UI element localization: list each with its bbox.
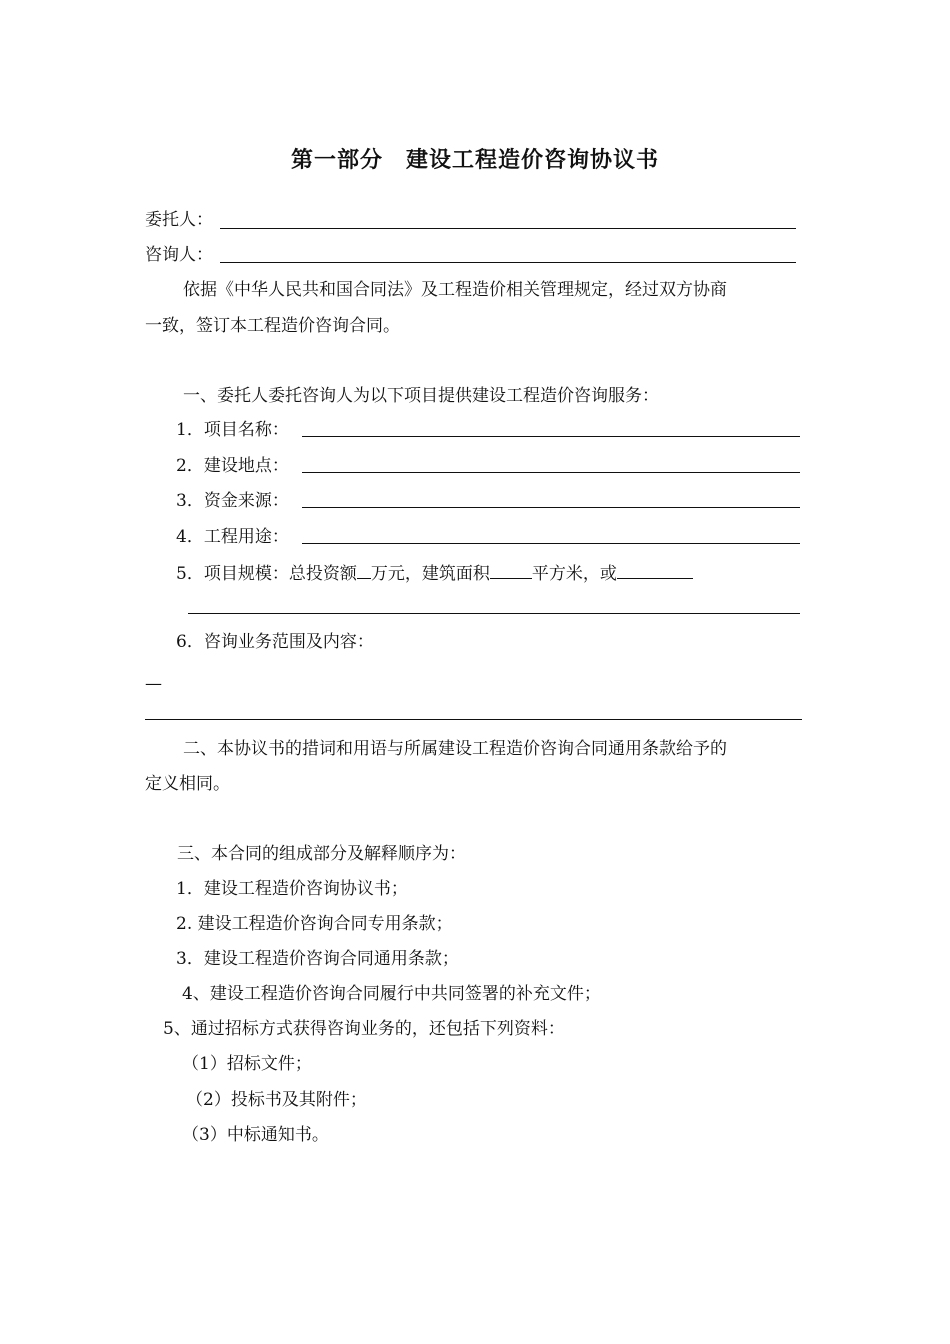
section-3-sub-2: （2）投标书及其附件； [186, 1090, 367, 1110]
section-1-heading: 一、委托人委托咨询人为以下项目提供建设工程造价咨询服务： [183, 386, 659, 406]
item-project-name-label: 1．项目名称： [176, 420, 289, 440]
section-3-item-3: 3．建设工程造价咨询合同通用条款； [176, 949, 459, 969]
funding-blank-line[interactable] [302, 507, 800, 508]
area-unit-label: 平方米，或 [531, 564, 617, 584]
project-name-blank-line[interactable] [302, 436, 800, 437]
section-2-line-2: 定义相同。 [145, 774, 230, 794]
location-blank-line[interactable] [302, 472, 800, 473]
consultant-label: 咨询人： [145, 245, 213, 265]
item-scope-label: 6．咨询业务范围及内容： [176, 632, 374, 652]
section-3-item-5: 5、通过招标方式获得咨询业务的，还包括下列资料： [163, 1019, 565, 1039]
item-usage-label: 4．工程用途： [176, 527, 289, 547]
client-blank-line[interactable] [220, 228, 796, 229]
intro-line-2: 一致，签订本工程造价咨询合同。 [145, 316, 400, 336]
section-3-sub-3: （3）中标通知书。 [182, 1125, 329, 1145]
area-blank[interactable] [490, 560, 532, 579]
page-title: 第一部分 建设工程造价咨询协议书 [290, 148, 659, 173]
section-3-sub-1: （1）招标文件； [182, 1054, 312, 1074]
section-3-heading: 三、本合同的组成部分及解释顺序为： [177, 844, 466, 864]
area-label: 万元，建筑面积 [370, 564, 490, 584]
item-funding-label: 3．资金来源： [176, 491, 289, 511]
item-location-label: 2．建设地点： [176, 456, 289, 476]
usage-blank-line[interactable] [302, 543, 800, 544]
section-3-item-4: 4、建设工程造价咨询合同履行中共同签署的补充文件； [182, 984, 601, 1004]
scope-dash: — [145, 674, 162, 694]
intro-line-1: 依据《中华人民共和国合同法》及工程造价相关管理规定，经过双方协商 [183, 280, 727, 300]
scope-blank-line[interactable] [145, 719, 802, 720]
section-3-item-2: 2. 建设工程造价咨询合同专用条款； [176, 914, 453, 934]
scale-extra-blank-line[interactable] [188, 613, 800, 614]
item-scale-row [176, 560, 693, 586]
section-2-line-1: 二、本协议书的措词和用语与所属建设工程造价咨询合同通用条款给予的 [183, 739, 727, 759]
investment-blank[interactable] [357, 560, 371, 579]
consultant-blank-line[interactable] [220, 262, 796, 263]
item-scale-label: 5．项目规模：总投资额 [176, 564, 357, 584]
section-3-item-1: 1．建设工程造价咨询协议书； [176, 879, 408, 899]
alternative-blank[interactable] [617, 560, 693, 579]
client-label: 委托人： [145, 210, 213, 230]
